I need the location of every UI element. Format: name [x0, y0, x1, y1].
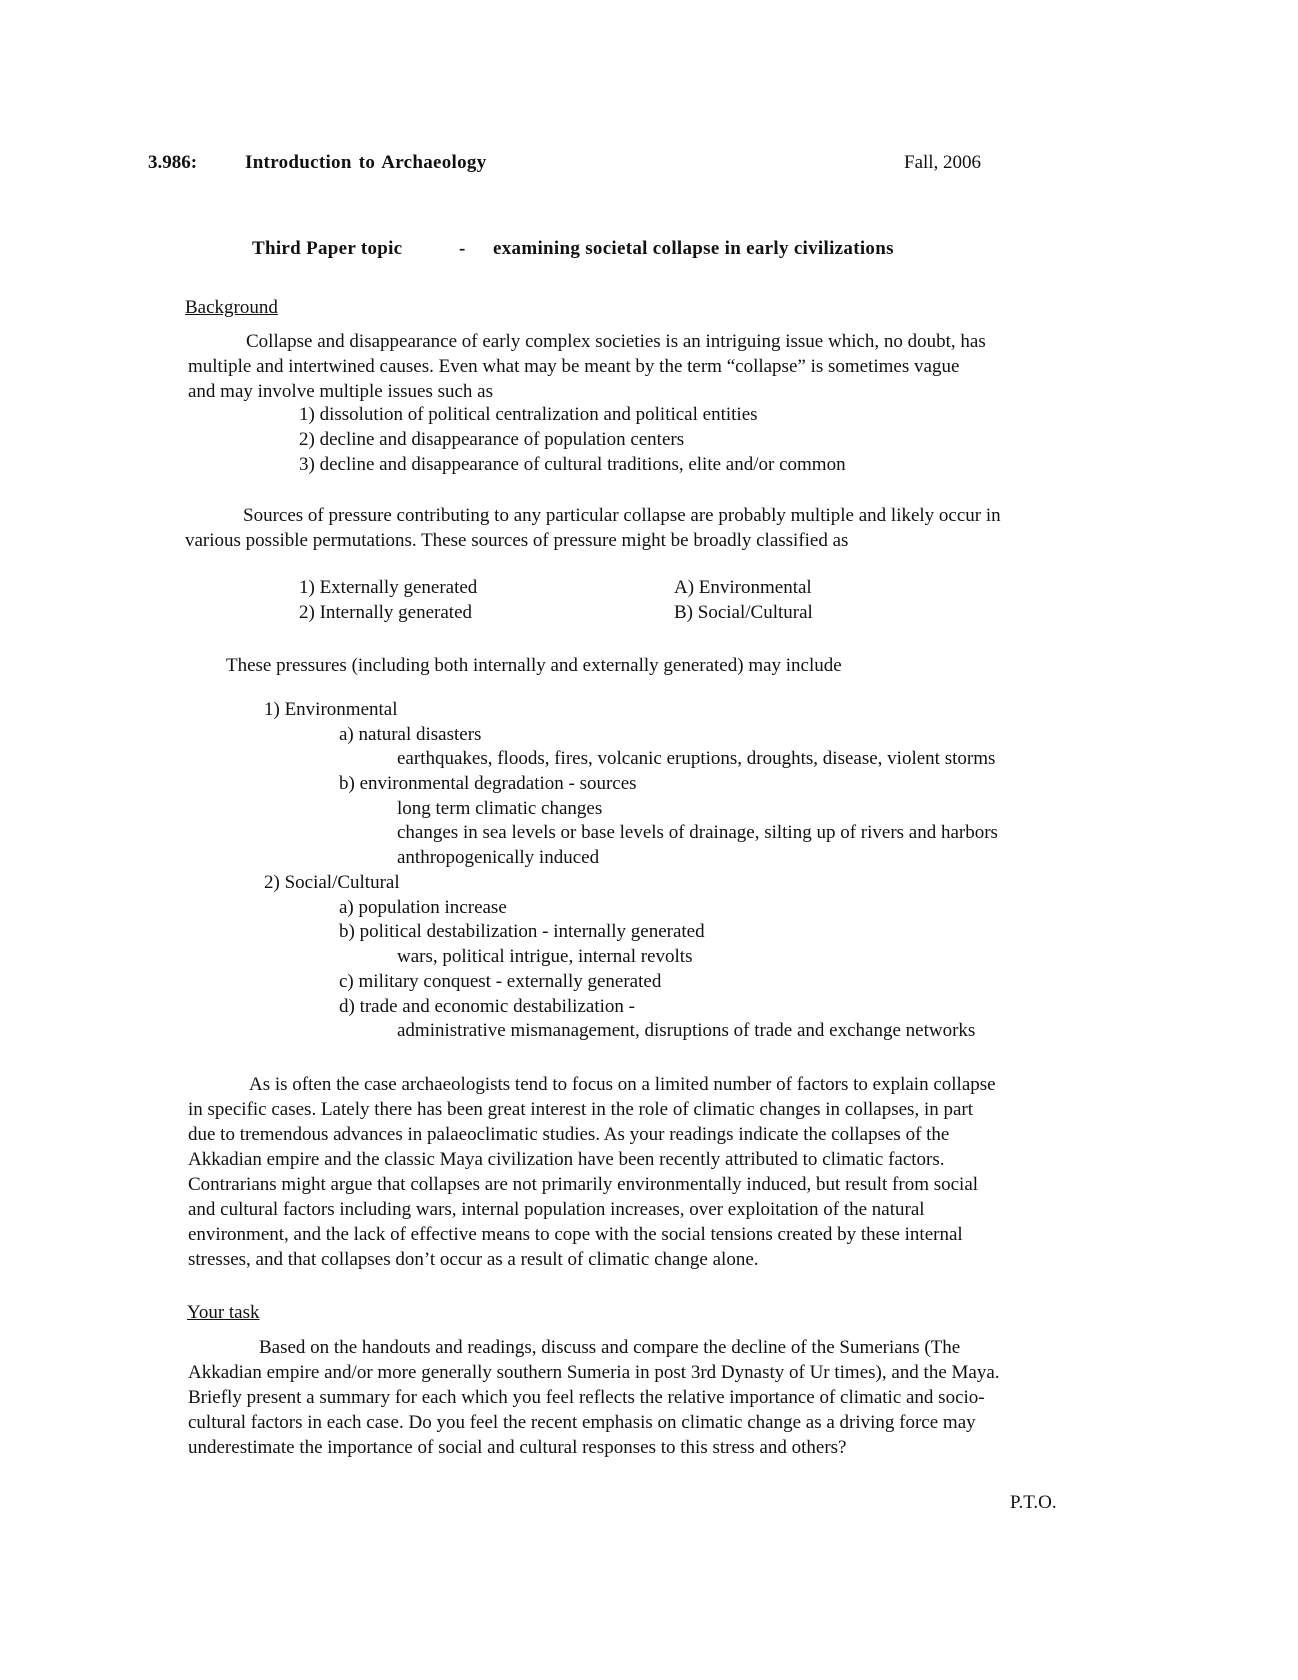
- sources-line: Sources of pressure contributing to any particular collapse are probably multiple and likely occur in: [243, 505, 1001, 526]
- discussion-line: stresses, and that collapses don’t occur as a result of climatic change alone.: [188, 1249, 759, 1270]
- discussion-line: in specific cases. Lately there has been great interest in the role of climatic changes in collapses, in part: [188, 1099, 974, 1120]
- course-title: Introduction to Archaeology: [245, 152, 487, 173]
- pressure-detail: administrative mismanagement, disruptions of trade and exchange networks: [397, 1020, 976, 1041]
- intro-line: Collapse and disappearance of early complex societies is an intriguing issue which, no doubt, has: [246, 331, 986, 352]
- pressure-subitem: b) environmental degradation - sources: [339, 773, 637, 794]
- task-line: Akkadian empire and/or more generally southern Sumeria in post 3rd Dynasty of Ur times), and the Maya.: [188, 1362, 1000, 1383]
- sources-line: various possible permutations. These sources of pressure might be broadly classified as: [185, 530, 849, 551]
- pressure-detail: changes in sea levels or base levels of drainage, silting up of rivers and harbors: [397, 822, 998, 843]
- pressure-detail: anthropogenically induced: [397, 847, 600, 868]
- pressure-subitem: a) natural disasters: [339, 724, 482, 745]
- term: Fall, 2006: [904, 152, 982, 173]
- pressure-detail: earthquakes, floods, fires, volcanic eruptions, droughts, disease, violent storms: [397, 748, 996, 769]
- classification-item: A) Environmental: [674, 577, 812, 598]
- paper-topic-title: examining societal collapse in early civilizations: [493, 238, 894, 259]
- course-number: 3.986:: [148, 152, 198, 173]
- discussion-line: environment, and the lack of effective means to cope with the social tensions created by these internal: [188, 1224, 963, 1245]
- classification-item: 1) Externally generated: [299, 577, 478, 598]
- discussion-line: As is often the case archaeologists tend to focus on a limited number of factors to explain collapse: [249, 1074, 996, 1095]
- title-dash: -: [459, 238, 466, 259]
- task-line: underestimate the importance of social and cultural responses to this stress and others?: [188, 1437, 847, 1458]
- task-line: cultural factors in each case. Do you feel the recent emphasis on climatic change as a driving force may: [188, 1412, 976, 1433]
- pressure-subitem: d) trade and economic destabilization -: [339, 996, 635, 1017]
- pressures-intro: These pressures (including both internally and externally generated) may include: [226, 655, 842, 676]
- pressure-category: 1) Environmental: [264, 699, 398, 720]
- discussion-line: Contrarians might argue that collapses are not primarily environmentally induced, but result from social: [188, 1174, 979, 1195]
- task-line: Based on the handouts and readings, discuss and compare the decline of the Sumerians (The: [259, 1337, 961, 1358]
- discussion-line: and cultural factors including wars, internal population increases, over exploitation of the natural: [188, 1199, 925, 1220]
- discussion-line: Akkadian empire and the classic Maya civilization have been recently attributed to climatic factors.: [188, 1149, 945, 1170]
- paper-topic-label: Third Paper topic: [252, 238, 403, 259]
- intro-line: multiple and intertwined causes. Even what may be meant by the term “collapse” is sometimes vague: [188, 356, 960, 377]
- pressure-detail: wars, political intrigue, internal revolts: [397, 946, 693, 967]
- issue-item: 2) decline and disappearance of population centers: [299, 429, 685, 450]
- pto-note: P.T.O.: [1010, 1492, 1057, 1513]
- issue-item: 3) decline and disappearance of cultural traditions, elite and/or common: [299, 454, 846, 475]
- issue-item: 1) dissolution of political centralization and political entities: [299, 404, 758, 425]
- background-heading: Background: [185, 297, 278, 318]
- task-heading: Your task: [187, 1302, 260, 1323]
- pressure-subitem: c) military conquest - externally generated: [339, 971, 662, 992]
- pressure-subitem: b) political destabilization - internally generated: [339, 921, 705, 942]
- discussion-line: due to tremendous advances in palaeoclimatic studies. As your readings indicate the collapses of the: [188, 1124, 950, 1145]
- task-line: Briefly present a summary for each which you feel reflects the relative importance of climatic and socio-: [188, 1387, 985, 1408]
- pressure-subitem: a) population increase: [339, 897, 507, 918]
- classification-item: 2) Internally generated: [299, 602, 473, 623]
- intro-line: and may involve multiple issues such as: [188, 381, 494, 402]
- pressure-detail: long term climatic changes: [397, 798, 603, 819]
- classification-item: B) Social/Cultural: [674, 602, 813, 623]
- pressure-category: 2) Social/Cultural: [264, 872, 400, 893]
